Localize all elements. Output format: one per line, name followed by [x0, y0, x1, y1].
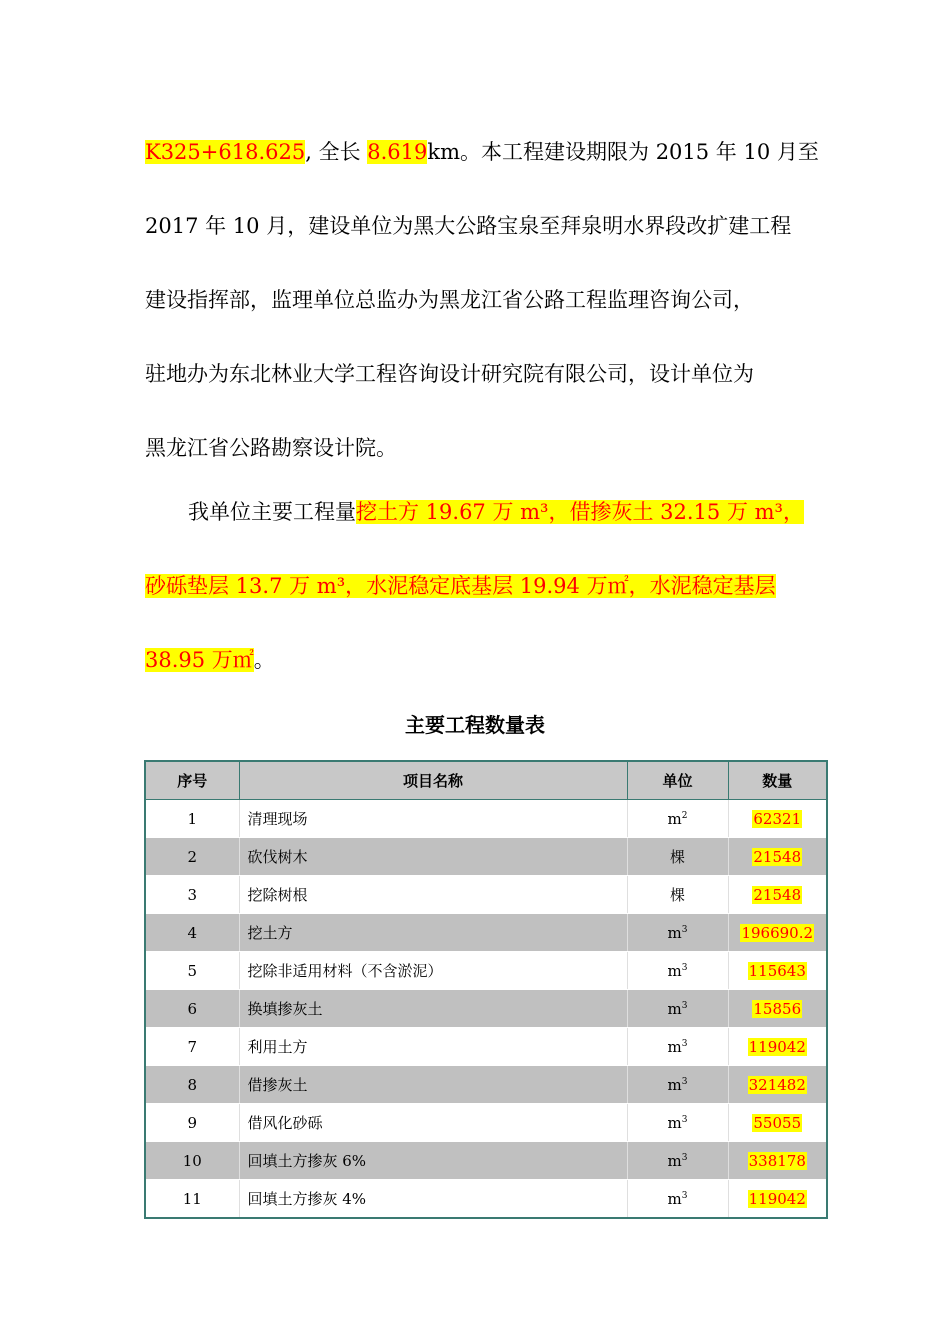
quantity-value: 15856 — [753, 999, 802, 1018]
text-segment: km。本工程建设期限为 2015 年 10 月至 — [427, 140, 819, 164]
unit-base: 棵 — [669, 886, 685, 904]
quantity-value: 119042 — [748, 1037, 806, 1056]
item-name: 利用土方 — [239, 1028, 627, 1066]
unit-superscript: 3 — [681, 924, 688, 935]
unit-cell — [627, 800, 728, 838]
unit-superscript: 3 — [681, 1076, 688, 1087]
quantity-highlight: 挖土方 19.67 万 m³，借掺灰土 32.15 万 m³， — [356, 500, 804, 524]
row-number: 10 — [145, 1142, 239, 1180]
unit-base: m — [667, 1037, 682, 1056]
unit-cell — [627, 1028, 728, 1066]
row-number: 7 — [145, 1028, 239, 1066]
unit-base: m — [667, 923, 682, 942]
quantity-value: 55055 — [753, 1113, 802, 1132]
unit-cell — [627, 1066, 728, 1104]
quantity-cell — [728, 1066, 827, 1104]
table-header-row — [145, 761, 827, 800]
item-name: 砍伐树木 — [239, 838, 627, 876]
table-row — [145, 1180, 827, 1219]
unit-superscript: 3 — [681, 1152, 688, 1163]
item-name: 清理现场 — [239, 800, 627, 838]
quantity-value: 21548 — [753, 847, 802, 866]
quantity-cell — [728, 1028, 827, 1066]
header-qty: 数量 — [728, 761, 827, 800]
item-name: 换填掺灰土 — [239, 990, 627, 1028]
table-row — [145, 914, 827, 952]
row-number: 5 — [145, 952, 239, 990]
paragraph2-line-3 — [145, 644, 275, 676]
unit-superscript: 3 — [681, 1190, 688, 1201]
row-number: 3 — [145, 876, 239, 914]
quantity-cell — [728, 990, 827, 1028]
text-segment: 。 — [253, 648, 275, 672]
quantity-value: 62321 — [753, 809, 802, 828]
unit-superscript: 2 — [681, 810, 688, 821]
paragraph-line-5: 黑龙江省公路勘察设计院。 — [145, 436, 397, 460]
table-row — [145, 1142, 827, 1180]
unit-cell — [627, 838, 728, 876]
item-name: 挖除非适用材料（不含淤泥） — [239, 952, 627, 990]
text-segment: , 全长 — [305, 140, 368, 164]
quantity-cell — [728, 1142, 827, 1180]
station-highlight: K325+618.625 — [145, 140, 306, 164]
quantity-value: 338178 — [748, 1151, 806, 1170]
paragraph-line-4: 驻地办为东北林业大学工程咨询设计研究院有限公司，设计单位为 — [145, 362, 754, 386]
quantity-cell — [728, 838, 827, 876]
item-name: 挖除树根 — [239, 876, 627, 914]
table-row — [145, 1028, 827, 1066]
text-segment: 我单位主要工程量 — [188, 500, 356, 524]
table-row — [145, 990, 827, 1028]
table-row — [145, 1104, 827, 1142]
quantity-value: 196690.2 — [741, 923, 814, 942]
unit-cell — [627, 914, 728, 952]
quantity-cell — [728, 800, 827, 838]
quantity-highlight: 砂砾垫层 13.7 万 m³，水泥稳定底基层 19.94 万㎡，水泥稳定基层 — [145, 574, 776, 598]
unit-cell — [627, 1104, 728, 1142]
quantity-cell — [728, 1104, 827, 1142]
unit-cell — [627, 1180, 728, 1219]
row-number: 4 — [145, 914, 239, 952]
table-title: 主要工程数量表 — [405, 713, 545, 737]
quantity-value: 21548 — [753, 885, 802, 904]
paragraph-line-1 — [145, 136, 819, 168]
item-name: 借风化砂砾 — [239, 1104, 627, 1142]
quantity-value: 119042 — [748, 1189, 806, 1208]
paragraph-line-2: 2017 年 10 月，建设单位为黑大公路宝泉至拜泉明水界段改扩建工程 — [145, 214, 792, 238]
unit-cell — [627, 952, 728, 990]
unit-superscript: 3 — [681, 1114, 688, 1125]
table-row — [145, 800, 827, 838]
item-name: 借掺灰土 — [239, 1066, 627, 1104]
unit-cell — [627, 1142, 728, 1180]
header-unit: 单位 — [627, 761, 728, 800]
unit-base: m — [667, 809, 682, 828]
unit-cell — [627, 876, 728, 914]
header-name: 项目名称 — [239, 761, 627, 800]
paragraph2-line-2 — [145, 570, 776, 602]
paragraph-line-3: 建设指挥部，监理单位总监办为黑龙江省公路工程监理咨询公司， — [145, 288, 754, 312]
quantity-cell — [728, 914, 827, 952]
unit-base: m — [667, 1113, 682, 1132]
row-number: 6 — [145, 990, 239, 1028]
length-highlight: 8.619 — [367, 140, 428, 164]
table-row — [145, 838, 827, 876]
unit-superscript: 3 — [681, 1000, 688, 1011]
quantity-cell — [728, 1180, 827, 1219]
table-row — [145, 876, 827, 914]
item-name: 回填土方掺灰 6% — [239, 1142, 627, 1180]
unit-base: m — [667, 999, 682, 1018]
row-number: 8 — [145, 1066, 239, 1104]
quantity-highlight: 38.95 万㎡ — [145, 648, 254, 672]
unit-base: 棵 — [669, 848, 685, 866]
paragraph2-line-1 — [188, 496, 804, 528]
unit-superscript: 3 — [681, 1038, 688, 1049]
quantity-value: 115643 — [748, 961, 806, 980]
row-number: 1 — [145, 800, 239, 838]
unit-cell — [627, 990, 728, 1028]
item-name: 回填土方掺灰 4% — [239, 1180, 627, 1219]
quantity-cell — [728, 952, 827, 990]
item-name: 挖土方 — [239, 914, 627, 952]
unit-base: m — [667, 1151, 682, 1170]
header-no: 序号 — [145, 761, 239, 800]
quantity-cell — [728, 876, 827, 914]
unit-base: m — [667, 961, 682, 980]
quantity-value: 321482 — [748, 1075, 806, 1094]
unit-base: m — [667, 1075, 682, 1094]
table-row — [145, 1066, 827, 1104]
row-number: 2 — [145, 838, 239, 876]
row-number: 9 — [145, 1104, 239, 1142]
quantity-table — [144, 760, 828, 1219]
unit-superscript: 3 — [681, 962, 688, 973]
table-row — [145, 952, 827, 990]
unit-base: m — [667, 1189, 682, 1208]
row-number: 11 — [145, 1180, 239, 1219]
